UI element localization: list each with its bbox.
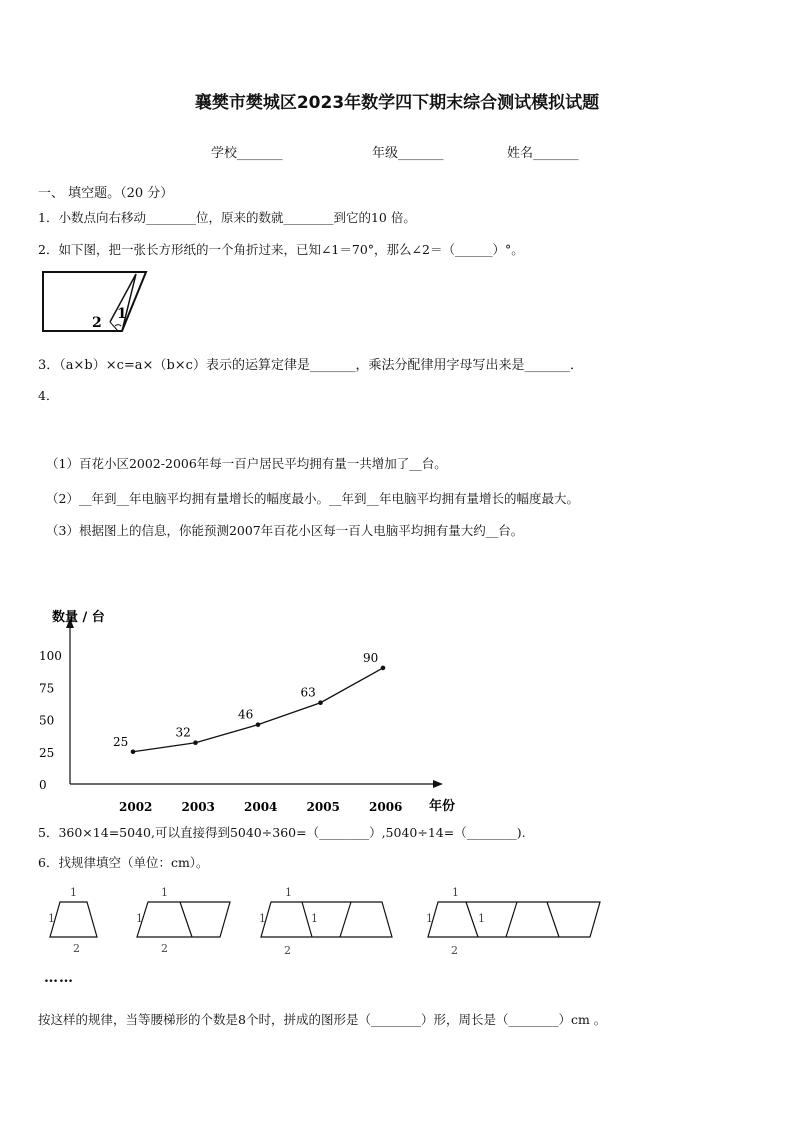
y-tick-label: 75	[39, 681, 55, 696]
data-label: 32	[175, 725, 191, 740]
trapezoid-side-label: 1	[48, 912, 55, 925]
series-line	[133, 668, 383, 752]
pattern4-side-label: 1	[426, 912, 433, 925]
question-1: 1．小数点向右移动________位，原来的数就________到它的10 倍。	[38, 210, 416, 225]
x-tick-label: 2002	[119, 800, 153, 814]
trapezoid-top-label: 1	[70, 886, 77, 899]
trapezoid-pattern-figure	[40, 882, 610, 962]
pattern2-side-label: 1	[136, 912, 143, 925]
school-field: 学校_______	[211, 146, 283, 161]
pattern2-top-label: 1	[161, 886, 168, 899]
data-label: 90	[363, 650, 379, 665]
data-point	[256, 722, 261, 727]
pattern4-inner-label: 1	[478, 912, 485, 925]
x-tick-label: 2006	[369, 800, 403, 814]
data-label: 46	[238, 707, 254, 722]
question-4-part-3: （3）根据图上的信息，你能预测2007年百花小区每一百人电脑平均拥有量大约__台。	[46, 523, 524, 538]
question-4-part-2: （2）__年到__年电脑平均拥有量增长的幅度最小。__年到__年电脑平均拥有量增长的幅度最大。	[46, 491, 579, 506]
data-point	[381, 666, 386, 671]
pattern4-top-label: 1	[452, 886, 459, 899]
y-tick-label: 50	[39, 713, 55, 728]
name-field: 姓名_______	[507, 146, 579, 161]
y-tick-label: 25	[39, 745, 55, 760]
folded-paper-figure	[38, 266, 158, 338]
grade-field: 年级_______	[372, 146, 444, 161]
question-4-part-1: （1）百花小区2002-2006年每一百户居民平均拥有量一共增加了__台。	[46, 456, 447, 471]
pattern2-bottom-label: 2	[161, 942, 168, 955]
angle-1-label: 1	[117, 306, 127, 322]
pattern3-bottom-label: 2	[284, 944, 291, 957]
x-tick-label: 2005	[306, 800, 340, 814]
question-6: 6．找规律填空（单位：cm）。	[38, 855, 209, 870]
continuation-dots: ……	[44, 970, 74, 986]
angle-2-label: 2	[92, 315, 102, 331]
question-2: 2．如下图，把一张长方形纸的一个角折过来，已知∠1＝70°，那么∠2＝（______）°。	[38, 242, 524, 257]
x-tick-label: 2003	[181, 800, 215, 814]
question-3: 3．（a×b）×c=a×（b×c）表示的运算定律是_______，乘法分配律用字母写出来是_______．	[38, 358, 583, 373]
pattern3-top-label: 1	[285, 886, 292, 899]
data-point	[318, 700, 323, 705]
pattern3-side-label: 1	[259, 912, 266, 925]
pattern4-bottom-label: 2	[451, 944, 458, 957]
data-point	[131, 749, 136, 754]
y-tick-label: 100	[39, 649, 62, 663]
y-tick-label: 0	[39, 778, 47, 792]
data-label: 63	[300, 685, 316, 700]
data-label: 25	[113, 734, 129, 749]
computer-ownership-chart	[30, 598, 470, 820]
x-axis-arrow	[433, 780, 443, 788]
question-5: 5．360×14=5040,可以直接得到5040÷360=（________）,5040÷14=（________).	[38, 825, 526, 840]
question-4: 4．	[38, 388, 59, 403]
question-6-tail: 按这样的规律，当等腰梯形的个数是8个时，拼成的图形是（________）形，周长是（________）cm 。	[38, 1012, 607, 1027]
x-axis-title: 年份	[429, 799, 456, 814]
y-axis-title: 数量 / 台	[52, 610, 105, 625]
pattern3-inner-label: 1	[311, 912, 318, 925]
data-point	[193, 740, 198, 745]
page-title: 襄樊市樊城区2023年数学四下期末综合测试模拟试题	[194, 93, 600, 113]
trapezoid-bottom-label: 2	[73, 942, 80, 955]
x-tick-label: 2004	[244, 800, 278, 814]
section-heading: 一、 填空题。（20 分）	[38, 186, 174, 201]
